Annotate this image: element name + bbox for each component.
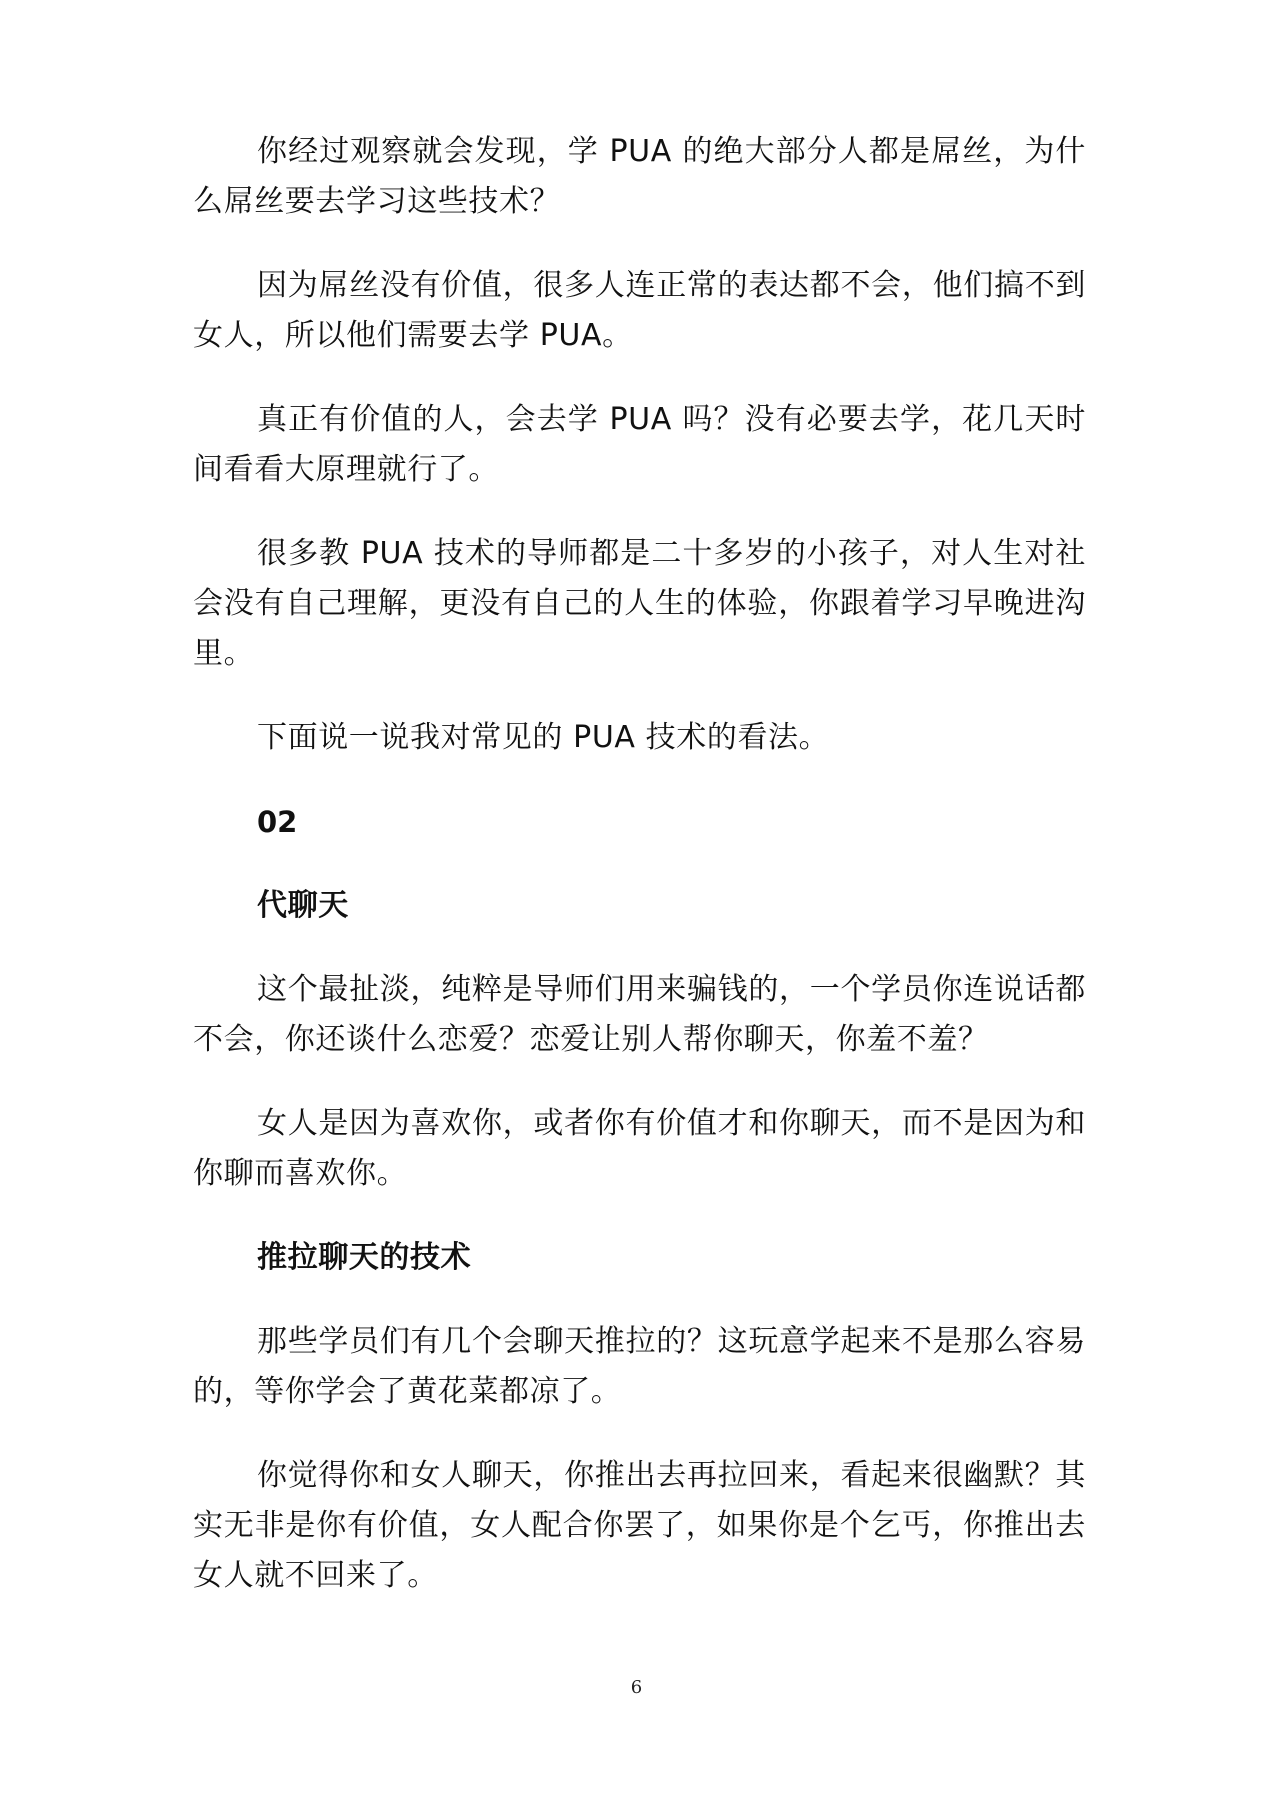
paragraph: 女人是因为喜欢你，或者你有价值才和你聊天，而不是因为和你聊而喜欢你。	[193, 1106, 1086, 1191]
paragraph: 下面说一说我对常见的 PUA 技术的看法。	[257, 720, 830, 755]
section-number: 02	[257, 805, 298, 839]
paragraph: 你经过观察就会发现，学 PUA 的绝大部分人都是屌丝，为什么屌丝要去学习这些技术？	[193, 134, 1086, 219]
page-body	[193, 127, 1086, 1635]
paragraph: 这个最扯淡，纯粹是导师们用来骗钱的，一个学员你连说话都不会，你还谈什么恋爱？恋爱让别人帮你聊天，你羞不羞？	[193, 972, 1086, 1057]
section-heading: 代聊天	[257, 888, 349, 923]
page-number: 6	[630, 1677, 643, 1698]
paragraph: 因为屌丝没有价值，很多人连正常的表达都不会，他们搞不到女人，所以他们需要去学 PUA。	[193, 268, 1086, 353]
paragraph: 那些学员们有几个会聊天推拉的？这玩意学起来不是那么容易的，等你学会了黄花菜都凉了。	[193, 1324, 1086, 1409]
paragraph: 真正有价值的人，会去学 PUA 吗？没有必要去学，花几天时间看看大原理就行了。	[193, 402, 1086, 487]
section-heading: 推拉聊天的技术	[257, 1240, 472, 1275]
paragraph: 很多教 PUA 技术的导师都是二十多岁的小孩子，对人生对社会没有自己理解，更没有自己的人生的体验，你跟着学习早晚进沟里。	[193, 536, 1086, 671]
paragraph: 你觉得你和女人聊天，你推出去再拉回来，看起来很幽默？其实无非是你有价值，女人配合你罢了，如果你是个乞丐，你推出去女人就不回来了。	[193, 1458, 1086, 1593]
